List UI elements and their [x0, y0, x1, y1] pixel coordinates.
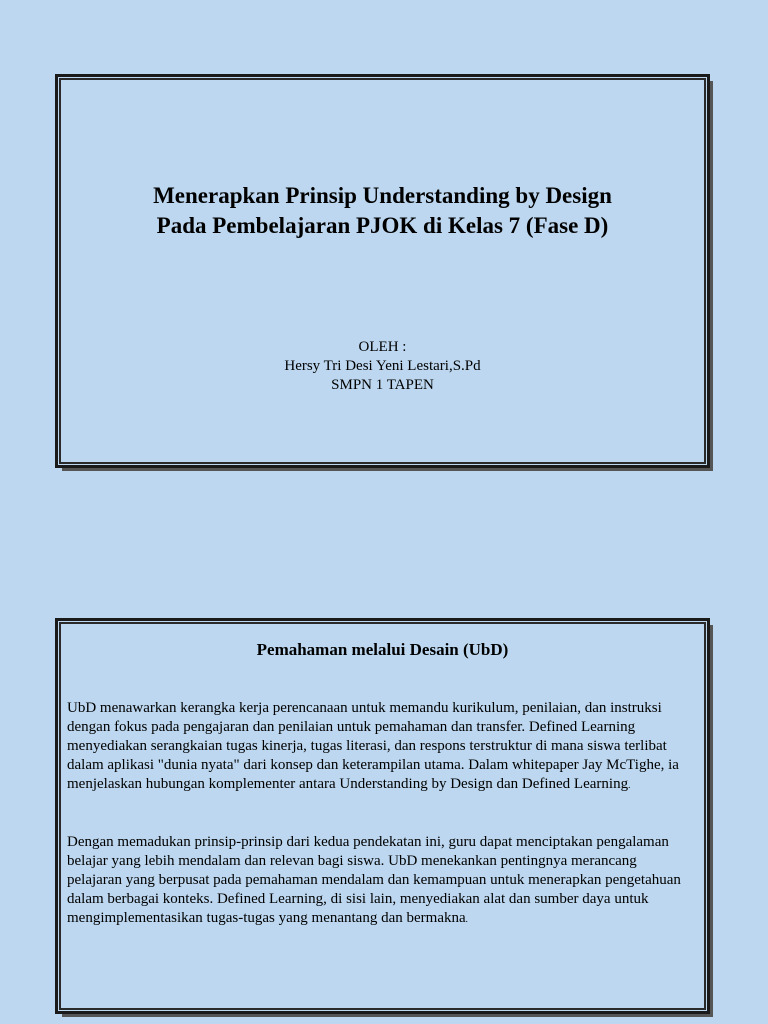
section-heading: Pemahaman melalui Desain (UbD): [256, 640, 509, 659]
document-title: [58, 181, 707, 241]
author-name: Hersy Tri Desi Yeni Lestari,S.Pd: [284, 358, 481, 374]
paragraph-1: [67, 699, 695, 795]
author-block: [58, 338, 707, 395]
paragraph-1-end-mark: .: [628, 780, 631, 790]
paragraph-1-text: UbD menawarkan kerangka kerja perencanaan untuk memandu kurikulum, penilaian, dan instruksi dengan fokus pada pengajaran dan penilaian untuk pemahaman dan transfer. Defined Learning menyediakan serangkaian tugas kinerja, tugas literasi, dan respons terstruktur di mana siswa terlibat dalam aplikasi "dunia nyata" dari konsep dan keterampilan utama. Dalam whitepaper Jay McTighe, ia menjelaskan hubungan komplementer antara Understanding by Design dan Defined Learning: [67, 700, 679, 792]
paragraph-2-text: Dengan memadukan prinsip-prinsip dari kedua pendekatan ini, guru dapat menciptakan pengalaman belajar yang lebih mendalam dan relevan bagi siswa. UbD menekankan pentingnya merancang pelajaran yang berpusat pada pemahaman mendalam dan kemampuan untuk menerapkan pengetahuan dalam berbagai konteks. Defined Learning, di sisi lain, menyediakan alat dan sumber daya untuk mengimplementasikan tugas-tugas yang menantang dan bermakna: [67, 834, 681, 926]
school-name: SMPN 1 TAPEN: [331, 377, 434, 393]
paragraph-2-end-mark: .: [465, 914, 468, 924]
title-line-1: Menerapkan Prinsip Understanding by Design: [153, 183, 612, 208]
paragraph-2: [67, 833, 695, 929]
by-label: OLEH :: [358, 339, 407, 355]
cover-slide: [55, 74, 710, 468]
title-line-2: Pada Pembelajaran PJOK di Kelas 7 (Fase D): [156, 213, 609, 238]
content-slide: [55, 618, 710, 1014]
